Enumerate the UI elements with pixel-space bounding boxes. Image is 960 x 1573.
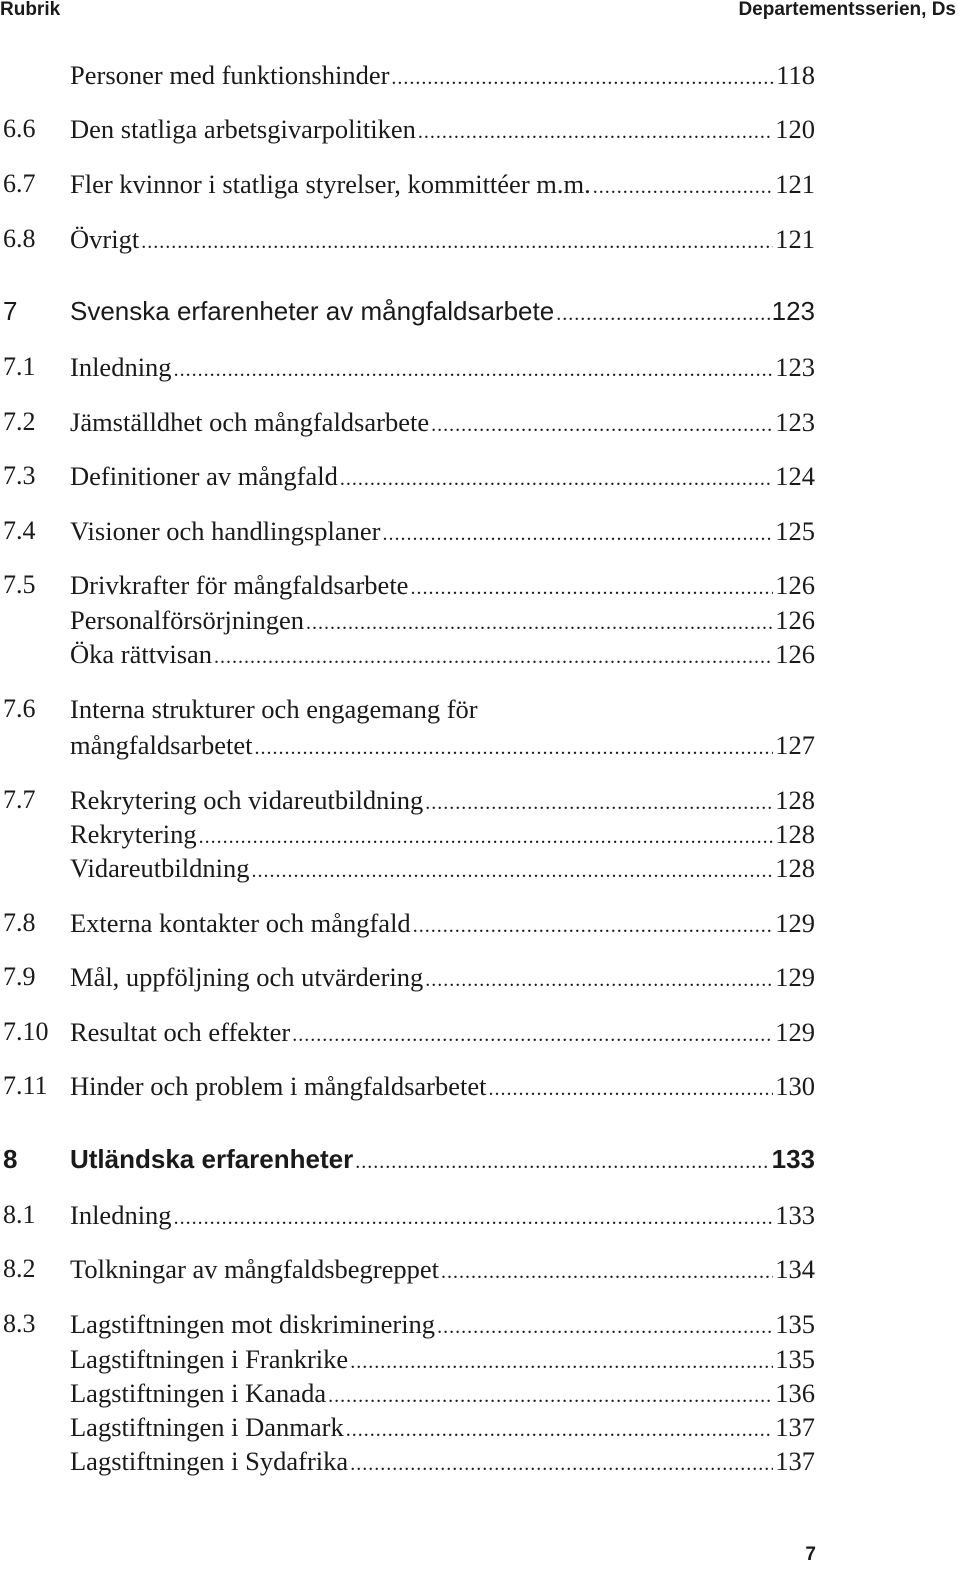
- toc-entry[interactable]: [0, 636, 960, 672]
- toc-chapter[interactable]: [0, 1141, 960, 1177]
- toc-title: Jämställdhet och mångfaldsarbete: [70, 407, 430, 437]
- toc-title: Lagstiftningen i Frankrike: [70, 1344, 349, 1374]
- toc-entry[interactable]: [0, 349, 960, 385]
- toc-leader: [174, 1200, 774, 1236]
- toc-leader: [431, 407, 773, 443]
- toc-leader: [382, 516, 773, 552]
- toc-page: 126: [775, 605, 815, 635]
- toc-title-line1: Interna strukturer och engagemang för: [70, 694, 478, 724]
- toc-number: 7.2: [3, 407, 36, 436]
- toc-entry[interactable]: [0, 221, 960, 257]
- toc-page: 128: [775, 785, 815, 815]
- toc-number: 7.10: [3, 1017, 49, 1046]
- toc-page: 137: [775, 1446, 815, 1476]
- toc-leader: [441, 1254, 773, 1290]
- toc-number: 7.1: [3, 352, 36, 381]
- toc-entry[interactable]: [0, 458, 960, 494]
- toc-page: 123: [775, 352, 815, 382]
- toc-page: 133: [771, 1144, 815, 1174]
- toc-title: Inledning: [70, 1200, 172, 1230]
- toc-number: 7.6: [3, 694, 36, 723]
- toc-entry[interactable]: [0, 1014, 960, 1050]
- toc-title: Svenska erfarenheter av mångfaldsarbete: [70, 296, 555, 326]
- toc-title: Rekrytering: [70, 819, 197, 849]
- header-left: Rubrik: [0, 0, 61, 20]
- toc-page: 125: [775, 516, 815, 546]
- toc-page: 129: [775, 962, 815, 992]
- toc-entry[interactable]: [0, 782, 960, 818]
- toc-entry[interactable]: [0, 959, 960, 995]
- toc-title: Vidareutbildning: [70, 853, 250, 883]
- toc-page: 127: [775, 730, 815, 760]
- toc-entry[interactable]: [0, 57, 960, 93]
- toc-number: 7.5: [3, 570, 36, 599]
- toc-entry[interactable]: [0, 1306, 960, 1342]
- toc-number: 8.3: [3, 1309, 36, 1338]
- toc-page: 118: [776, 60, 815, 90]
- toc-leader: [556, 296, 769, 332]
- toc-leader: [593, 169, 774, 205]
- toc-page: 123: [771, 296, 815, 326]
- toc-entry[interactable]: [0, 1251, 960, 1287]
- toc-title: Visioner och handlingsplaner: [70, 516, 381, 546]
- toc-entry[interactable]: [0, 1197, 960, 1233]
- toc-entry[interactable]: [0, 816, 960, 852]
- toc-page: 128: [775, 819, 815, 849]
- toc-title: Personer med funktionshinder: [70, 60, 390, 90]
- toc-leader: [350, 1446, 773, 1482]
- toc-leader: [214, 639, 773, 675]
- toc-title: Rekrytering och vidareutbildning: [70, 785, 424, 815]
- toc-page: 129: [775, 1017, 815, 1047]
- toc-title: Den statliga arbetsgivarpolitiken: [70, 114, 416, 144]
- toc-title: Lagstiftningen i Kanada: [70, 1378, 327, 1408]
- toc-page: 134: [775, 1254, 815, 1284]
- toc-number: 7.9: [3, 962, 36, 991]
- toc-page: 126: [775, 570, 815, 600]
- toc-number: 6.7: [3, 169, 36, 198]
- toc-leader: [413, 908, 774, 944]
- toc-title: Fler kvinnor i statliga styrelser, kommittéer m.m.: [70, 169, 591, 199]
- running-header: [0, 0, 960, 24]
- toc-page: 133: [775, 1200, 815, 1230]
- toc-leader: [292, 1017, 773, 1053]
- toc-number: 8: [3, 1144, 18, 1174]
- toc-title: Inledning: [70, 352, 172, 382]
- toc-entry[interactable]: [0, 1068, 960, 1104]
- toc-page: 130: [775, 1071, 815, 1101]
- toc-title: mångfaldsarbetet: [70, 730, 253, 760]
- toc-page: 123: [775, 407, 815, 437]
- toc-entry[interactable]: [0, 850, 960, 886]
- toc-entry[interactable]: [0, 1375, 960, 1411]
- toc-page: 120: [775, 114, 815, 144]
- toc-title: Personalförsörjningen: [70, 605, 305, 635]
- toc-page: 135: [775, 1309, 815, 1339]
- toc-number: 7.7: [3, 785, 36, 814]
- toc-entry[interactable]: [0, 513, 960, 549]
- toc-title: Resultat och effekter: [70, 1017, 291, 1047]
- toc-leader: [141, 224, 773, 260]
- toc-leader: [418, 114, 773, 150]
- toc-entry[interactable]: [0, 404, 960, 440]
- toc-entry[interactable]: [0, 1341, 960, 1377]
- toc-page: 137: [775, 1412, 815, 1442]
- toc-number: 8.1: [3, 1200, 36, 1229]
- toc-number: 8.2: [3, 1254, 36, 1283]
- toc-entry[interactable]: [0, 567, 960, 603]
- toc-title: Tolkningar av mångfaldsbegreppet: [70, 1254, 440, 1284]
- toc-number: 7.8: [3, 908, 36, 937]
- toc-leader: [425, 962, 773, 998]
- toc-number: 7.3: [3, 461, 36, 490]
- toc-title: Hinder och problem i mångfaldsarbetet: [70, 1071, 487, 1101]
- toc-leader: [251, 853, 773, 889]
- toc-number: 7: [3, 296, 18, 326]
- toc-title: Lagstiftningen i Sydafrika: [70, 1446, 349, 1476]
- toc-title: Externa kontakter och mångfald: [70, 908, 411, 938]
- toc-title: Mål, uppföljning och utvärdering: [70, 962, 424, 992]
- toc-entry[interactable]: [0, 1443, 960, 1479]
- toc-page: 124: [775, 461, 815, 491]
- toc-title: Drivkrafter för mångfaldsarbete: [70, 570, 409, 600]
- page-number: 7: [805, 1544, 816, 1565]
- toc-page: 121: [775, 224, 815, 254]
- toc-leader: [340, 461, 773, 497]
- header-right: Departementsserien, Ds: [738, 0, 956, 20]
- toc-entry[interactable]: [0, 602, 960, 638]
- toc-leader: [489, 1071, 774, 1107]
- toc-title: Utländska erfarenheter: [70, 1144, 354, 1174]
- toc-entry[interactable]: [0, 691, 960, 763]
- toc-title: Lagstiftningen i Danmark: [70, 1412, 344, 1442]
- toc-entry[interactable]: [0, 1409, 960, 1445]
- toc-entry[interactable]: [0, 166, 960, 202]
- toc-leader: [437, 1309, 773, 1345]
- toc-page: 121: [775, 169, 815, 199]
- toc-page: 135: [775, 1344, 815, 1374]
- toc-number: 6.6: [3, 114, 36, 143]
- toc-number: 7.4: [3, 516, 36, 545]
- toc-number: 7.11: [3, 1071, 48, 1100]
- toc-page: 126: [775, 639, 815, 669]
- toc-page: 128: [775, 853, 815, 883]
- toc-title: Lagstiftningen mot diskriminering: [70, 1309, 436, 1339]
- toc-title: Övrigt: [70, 224, 140, 254]
- toc-chapter[interactable]: [0, 293, 960, 329]
- toc-page: 136: [775, 1378, 815, 1408]
- toc-leader: [174, 352, 774, 388]
- toc-entry[interactable]: [0, 905, 960, 941]
- toc-leader: [391, 60, 774, 96]
- toc-number: 6.8: [3, 224, 36, 253]
- toc-title: Definitioner av mångfald: [70, 461, 338, 491]
- toc-leader: [410, 570, 773, 606]
- toc-entry[interactable]: [0, 111, 960, 147]
- toc-title: Öka rättvisan: [70, 639, 213, 669]
- toc-leader: [355, 1144, 769, 1180]
- toc-page: 129: [775, 908, 815, 938]
- toc-leader: [254, 730, 773, 766]
